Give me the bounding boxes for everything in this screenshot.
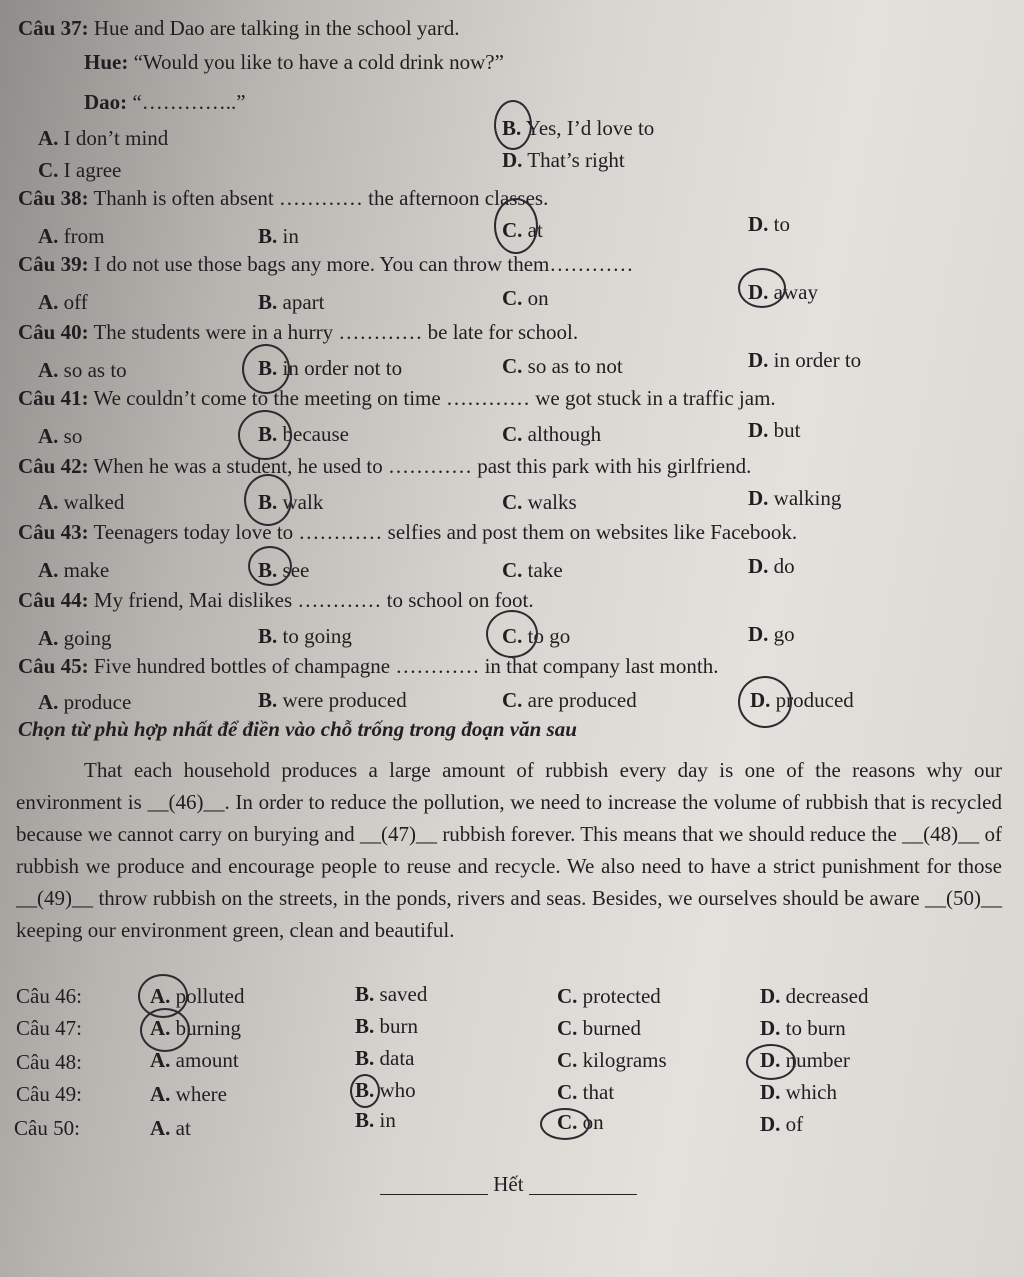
option-45-a[interactable]: A. produce [38, 690, 132, 714]
question-39: Câu 39: I do not use those bags any more. You can throw them………… [18, 252, 634, 276]
footer-rule-right [529, 1194, 637, 1195]
option-40-c[interactable]: C. so as to not [502, 354, 623, 378]
cloze-50-label: Câu 50: [14, 1116, 80, 1140]
passage-text: That each household produces a large amount of rubbish every day is one of the reasons why our environment is __(46)__. In order to reduce the pollution, we need to increase the volume of rubbish that is recycled because we cannot carry on burying and __(47)__ rubbish forever. This means that we should reduce the __(48)__ of rubbish we produce and encourage people to reuse and recycle. We also need to have a strict punishment for those __(49)__ throw rubbish on the streets, in the ponds, rivers and seas. Besides, we ourselves should be aware __(50)__ keeping our environment green, clean and beautiful. [16, 758, 1002, 942]
option-38-a[interactable]: A. from [38, 224, 105, 248]
option-46-b[interactable]: B. saved [355, 982, 428, 1006]
speaker-line: “Would you like to have a cold drink now?” [133, 50, 504, 74]
option-46-a[interactable]: A. polluted [150, 984, 245, 1008]
dialogue-hue [84, 50, 504, 75]
question-38: Câu 38: Thanh is often absent ………… the afternoon classes. [18, 186, 549, 210]
option-42-d[interactable]: D. walking [748, 486, 842, 510]
option-49-c[interactable]: C. that [557, 1080, 615, 1104]
option-45-c[interactable]: C. are produced [502, 688, 637, 712]
speaker-label: Hue: [84, 50, 129, 74]
cloze-46-label: Câu 46: [16, 984, 82, 1008]
option-41-b[interactable]: B. because [258, 422, 349, 446]
option-41-d[interactable]: D. but [748, 418, 801, 442]
option-47-a[interactable]: A. burning [150, 1016, 241, 1040]
option-38-b[interactable]: B. in [258, 224, 299, 248]
option-42-a[interactable]: A. walked [38, 490, 125, 514]
option-46-d[interactable]: D. decreased [760, 984, 869, 1008]
option-43-a[interactable]: A. make [38, 558, 110, 582]
option-38-d[interactable]: D. to [748, 212, 791, 236]
speaker-line: “…………..” [132, 90, 246, 114]
option-45-d[interactable]: D. produced [750, 688, 854, 712]
section-title: Chọn từ phù hợp nhất để điền vào chỗ trống trong đoạn văn sau [18, 717, 577, 741]
option-50-c[interactable]: C. on [557, 1110, 604, 1134]
option-48-a[interactable]: A. amount [150, 1048, 239, 1072]
option-42-c[interactable]: C. walks [502, 490, 577, 514]
end-text: Hết [493, 1172, 524, 1196]
footer-rule-left [380, 1194, 488, 1195]
option-48-c[interactable]: C. kilograms [557, 1048, 667, 1072]
option-44-d[interactable]: D. go [748, 622, 795, 646]
option-49-d[interactable]: D. which [760, 1080, 837, 1104]
option-47-b[interactable]: B. burn [355, 1014, 419, 1038]
option-47-c[interactable]: C. burned [557, 1016, 641, 1040]
option-50-a[interactable]: A. at [150, 1116, 191, 1140]
option-37-c[interactable]: C. I agree [38, 158, 122, 182]
question-37 [18, 16, 459, 41]
option-49-b[interactable]: B. who [355, 1078, 416, 1102]
end-marker [380, 1172, 637, 1197]
option-39-b[interactable]: B. apart [258, 290, 325, 314]
option-48-d[interactable]: D. number [760, 1048, 850, 1072]
option-43-d[interactable]: D. do [748, 554, 795, 578]
question-45: Câu 45: Five hundred bottles of champagne ………… in that company last month. [18, 654, 719, 678]
option-40-a[interactable]: A. so as to [38, 358, 127, 382]
cloze-47-label: Câu 47: [16, 1016, 82, 1040]
cloze-49-label: Câu 49: [16, 1082, 82, 1106]
option-44-b[interactable]: B. to going [258, 624, 352, 648]
option-43-b[interactable]: B. see [258, 558, 310, 582]
option-44-c[interactable]: C. to go [502, 624, 571, 648]
option-41-c[interactable]: C. although [502, 422, 602, 446]
option-37-d[interactable]: D. That’s right [502, 148, 625, 172]
passage [16, 754, 1002, 946]
option-37-a[interactable]: A. I don’t mind [38, 126, 169, 150]
cloze-48-label: Câu 48: [16, 1050, 82, 1074]
option-42-b[interactable]: B. walk [258, 490, 324, 514]
option-43-c[interactable]: C. take [502, 558, 563, 582]
option-37-b[interactable]: B. Yes, I’d love to [502, 116, 655, 140]
option-50-d[interactable]: D. of [760, 1112, 804, 1136]
option-40-d[interactable]: D. in order to [748, 348, 862, 372]
option-50-b[interactable]: B. in [355, 1108, 396, 1132]
option-38-c[interactable]: C. at [502, 218, 543, 242]
option-44-a[interactable]: A. going [38, 626, 112, 650]
dialogue-dao [84, 90, 246, 115]
option-39-d[interactable]: D. away [748, 280, 818, 304]
speaker-label: Dao: [84, 90, 128, 114]
option-40-b[interactable]: B. in order not to [258, 356, 403, 380]
option-49-a[interactable]: A. where [150, 1082, 227, 1106]
option-39-c[interactable]: C. on [502, 286, 549, 310]
question-label: Câu 37: [18, 16, 89, 40]
question-text: Hue and Dao are talking in the school yard. [93, 16, 460, 40]
question-43: Câu 43: Teenagers today love to ………… selfies and post them on websites like Facebook. [18, 520, 798, 544]
question-41: Câu 41: We couldn’t come to the meeting on time ………… we got stuck in a traffic jam. [18, 386, 776, 410]
option-47-d[interactable]: D. to burn [760, 1016, 846, 1040]
option-46-c[interactable]: C. protected [557, 984, 661, 1008]
option-41-a[interactable]: A. so [38, 424, 83, 448]
question-44: Câu 44: My friend, Mai dislikes ………… to school on foot. [18, 588, 534, 612]
question-40: Câu 40: The students were in a hurry ………… be late for school. [18, 320, 579, 344]
question-42: Câu 42: When he was a student, he used to ………… past this park with his girlfriend. [18, 454, 752, 478]
option-48-b[interactable]: B. data [355, 1046, 415, 1070]
option-39-a[interactable]: A. off [38, 290, 88, 314]
option-45-b[interactable]: B. were produced [258, 688, 407, 712]
